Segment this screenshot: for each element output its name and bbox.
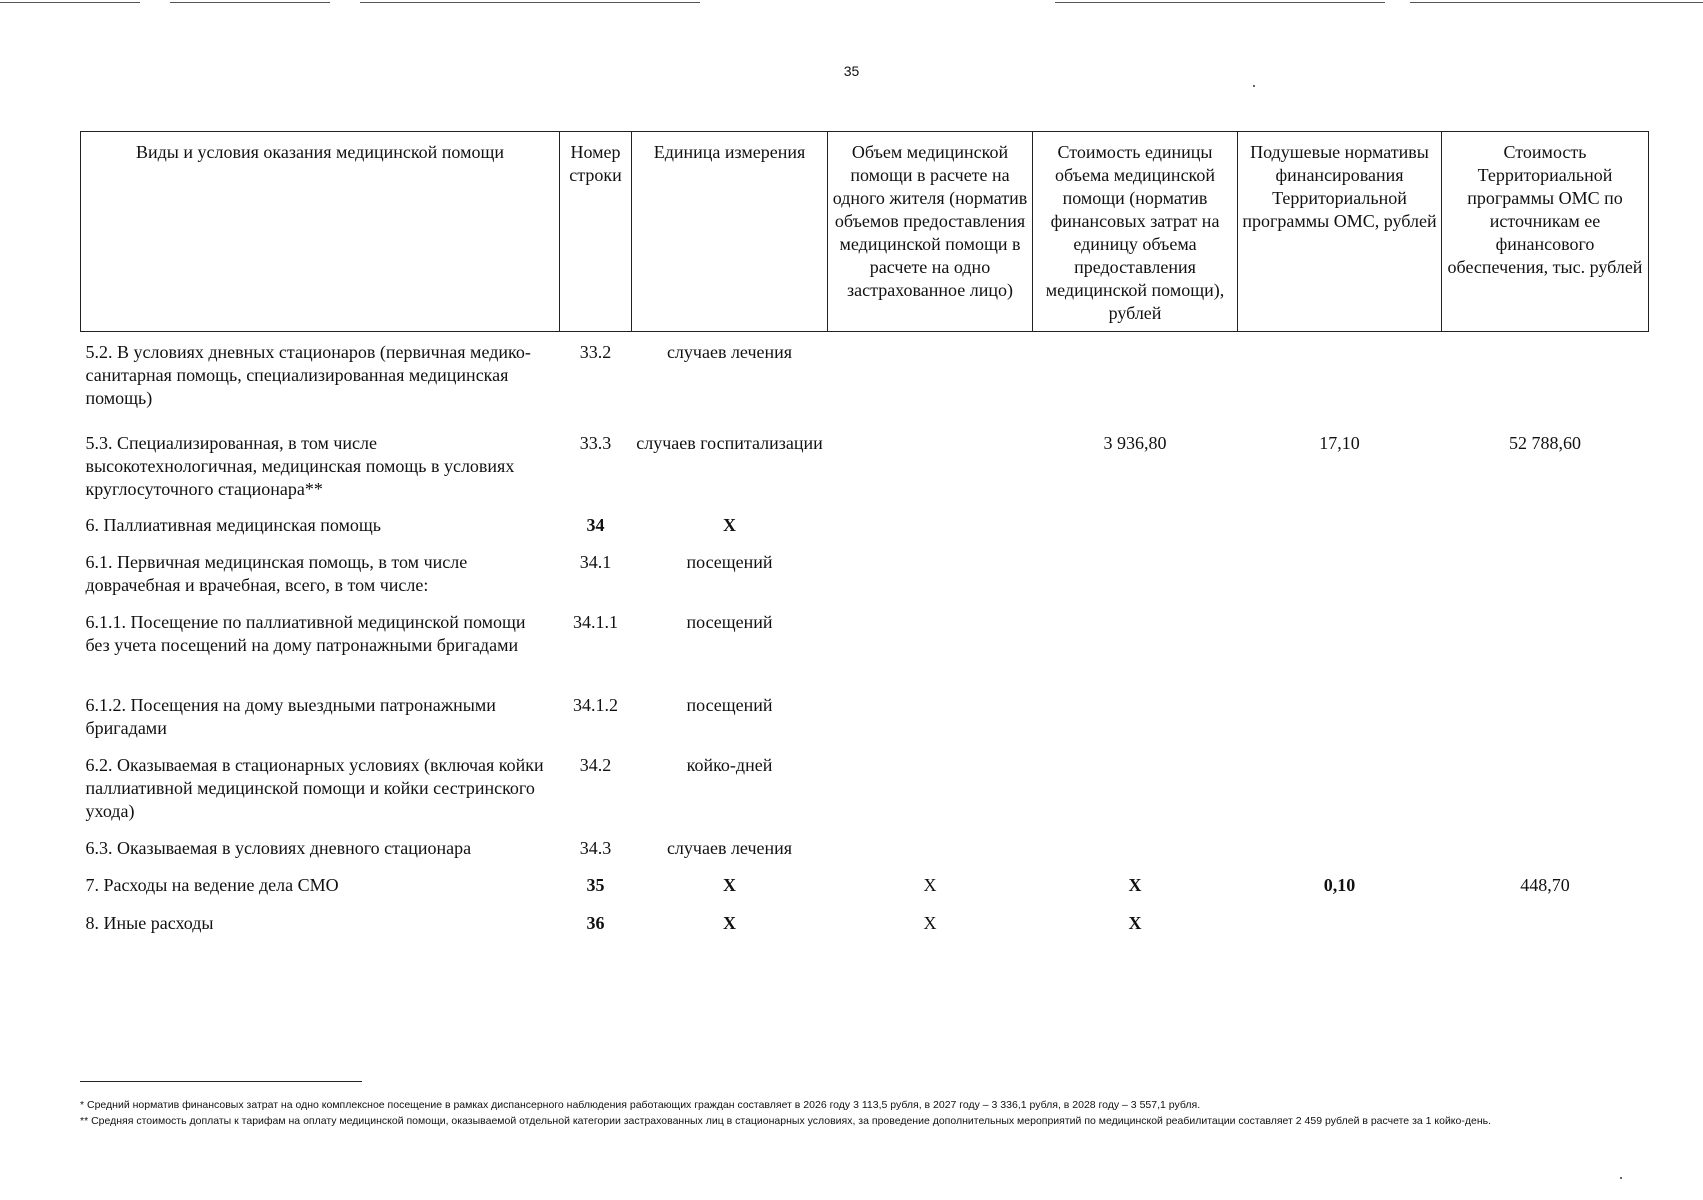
- cell-name: 8. Иные расходы: [85, 913, 214, 933]
- cell-unit: случаев госпитализации: [636, 433, 823, 453]
- cell-per-capita: [1238, 611, 1442, 694]
- cell-row-number: 34.1: [579, 552, 612, 572]
- cell-unit-cost: [1033, 694, 1238, 754]
- cell-per-capita: [1238, 912, 1442, 950]
- cell-unit: посещений: [686, 552, 773, 572]
- table-row: [81, 332, 1649, 433]
- cell-row-number: 34.1.2: [573, 695, 618, 715]
- scan-edge-line: [0, 2, 140, 3]
- cell-per-capita: [1238, 837, 1442, 874]
- cell-unit-cost: 3 936,80: [1103, 433, 1167, 453]
- scan-edge-line: [170, 2, 330, 3]
- cell-unit: X: [723, 913, 736, 933]
- cell-volume: [828, 432, 1033, 514]
- cell-unit: X: [723, 515, 736, 535]
- scan-edge-line: [1410, 2, 1703, 3]
- header-per-capita: Подушевые нормативы финансирования Территориальной программы ОМС, рублей: [1238, 132, 1442, 332]
- cell-unit: посещений: [686, 612, 773, 632]
- cell-unit: посещений: [686, 695, 773, 715]
- cell-volume: [828, 332, 1033, 433]
- cell-name: 6. Паллиативная медицинская помощь: [85, 515, 381, 535]
- cell-total-cost: [1442, 912, 1649, 950]
- cell-unit-cost: X: [1128, 875, 1142, 895]
- cell-per-capita: [1238, 551, 1442, 611]
- table-row: [81, 837, 1649, 874]
- table-row: [81, 874, 1649, 912]
- cell-row-number: 35: [586, 875, 605, 895]
- cell-name: 5.2. В условиях дневных стационаров (первичная медико-санитарная помощь, специализированная медицинская помощь): [85, 342, 531, 408]
- cell-total-cost: [1442, 551, 1649, 611]
- cell-unit-cost: [1033, 551, 1238, 611]
- cell-unit-cost: [1033, 514, 1238, 551]
- cell-per-capita: [1238, 694, 1442, 754]
- cell-row-number: 33.2: [579, 342, 612, 362]
- cell-volume: [828, 754, 1033, 837]
- page-number: 35: [843, 63, 860, 79]
- cell-volume: [828, 837, 1033, 874]
- table-row: [81, 694, 1649, 754]
- cell-unit-cost: [1033, 332, 1238, 433]
- cell-per-capita: [1238, 332, 1442, 433]
- cell-total-cost: [1442, 611, 1649, 694]
- cell-unit-cost: X: [1128, 913, 1142, 933]
- cell-total-cost: [1442, 694, 1649, 754]
- table-header-row: [81, 132, 1649, 332]
- cell-unit: X: [723, 875, 736, 895]
- cell-row-number: 33.3: [579, 433, 612, 453]
- cell-name: 6.1. Первичная медицинская помощь, в том числе доврачебная и врачебная, всего, в том числе:: [85, 552, 468, 595]
- cell-total-cost: [1442, 754, 1649, 837]
- cell-volume: [828, 611, 1033, 694]
- cell-row-number: 34.2: [579, 755, 612, 775]
- cell-volume: [828, 551, 1033, 611]
- cell-unit: случаев лечения: [666, 342, 793, 362]
- header-total-cost: Стоимость Территориальной программы ОМС по источникам ее финансового обеспечения, тыс. рублей: [1442, 132, 1649, 332]
- header-unit-cost: Стоимость единицы объема медицинской помощи (норматив финансовых затрат на единицу объема предоставления медицинской помощи), рублей: [1033, 132, 1238, 332]
- cell-name: 6.1.2. Посещения на дому выездными патронажными бригадами: [85, 695, 496, 738]
- table-row: [81, 754, 1649, 837]
- header-volume: Объем медицинской помощи в расчете на одного жителя (норматив объемов предоставления медицинской помощи в расчете на одно застрахованное лицо): [828, 132, 1033, 332]
- cell-name: 6.3. Оказываемая в условиях дневного стационара: [85, 838, 472, 858]
- cell-name: 5.3. Специализированная, в том числе высокотехнологичная, медицинская помощь в условиях круглосуточного стационара**: [85, 433, 515, 499]
- cell-row-number: 34: [586, 515, 605, 535]
- scan-speck: [1620, 1177, 1622, 1179]
- footnote-2: ** Средняя стоимость доплаты к тарифам на оплату медицинской помощи, оказываемой отдельной категории застрахованных лиц в стационарных условиях, за проведение дополнительных мероприятий по медицинской реабилитации составляет 2 459 рублей в расчете за 1 койко-день.: [80, 1115, 1492, 1127]
- scan-edge-line: [360, 2, 700, 3]
- cell-total-cost: 448,70: [1520, 875, 1570, 895]
- cell-row-number: 34.3: [579, 838, 612, 858]
- cell-unit: койко-дней: [686, 755, 773, 775]
- cell-unit-cost: [1033, 754, 1238, 837]
- cell-volume: [828, 694, 1033, 754]
- cell-total-cost: [1442, 332, 1649, 433]
- cell-unit: случаев лечения: [666, 838, 793, 858]
- cell-unit-cost: [1033, 611, 1238, 694]
- cell-name: 6.2. Оказываемая в стационарных условиях (включая койки паллиативной медицинской помощи и койки сестринского ухода): [85, 755, 544, 821]
- financing-table: [80, 131, 1649, 950]
- table-row: [81, 432, 1649, 514]
- cell-name: 6.1.1. Посещение по паллиативной медицинской помощи без учета посещений на дому патронажными бригадами: [85, 612, 526, 655]
- cell-unit-cost: [1033, 837, 1238, 874]
- cell-per-capita: 0,10: [1323, 875, 1356, 895]
- cell-total-cost: [1442, 837, 1649, 874]
- cell-per-capita: [1238, 514, 1442, 551]
- cell-row-number: 34.1.1: [573, 612, 618, 632]
- scan-edge-line: [1055, 2, 1385, 3]
- cell-per-capita: [1238, 754, 1442, 837]
- header-unit: Единица измерения: [632, 132, 828, 332]
- cell-volume: X: [923, 913, 937, 933]
- cell-total-cost: 52 788,60: [1509, 433, 1581, 453]
- table-row: [81, 611, 1649, 694]
- cell-per-capita: 17,10: [1319, 433, 1360, 453]
- header-care-type: Виды и условия оказания медицинской помощи: [81, 132, 560, 332]
- footnotes: [80, 1097, 1610, 1129]
- scan-speck: [1253, 85, 1255, 87]
- cell-volume: X: [923, 875, 937, 895]
- cell-name: 7. Расходы на ведение дела СМО: [85, 875, 339, 895]
- cell-row-number: 36: [586, 913, 605, 933]
- table-row: [81, 514, 1649, 551]
- footnote-separator: [80, 1081, 362, 1082]
- footnote-1: * Средний норматив финансовых затрат на одно комплексное посещение в рамках диспансерного наблюдения работающих граждан составляет в 2026 году 3 113,5 рубля, в 2027 году – 3 336,1 рубля, в 2028 году – 3 557,1 рубля.: [80, 1099, 1201, 1111]
- header-row-number: Номер строки: [560, 132, 632, 332]
- table-row: [81, 551, 1649, 611]
- cell-total-cost: [1442, 514, 1649, 551]
- table-row: [81, 912, 1649, 950]
- cell-volume: [828, 514, 1033, 551]
